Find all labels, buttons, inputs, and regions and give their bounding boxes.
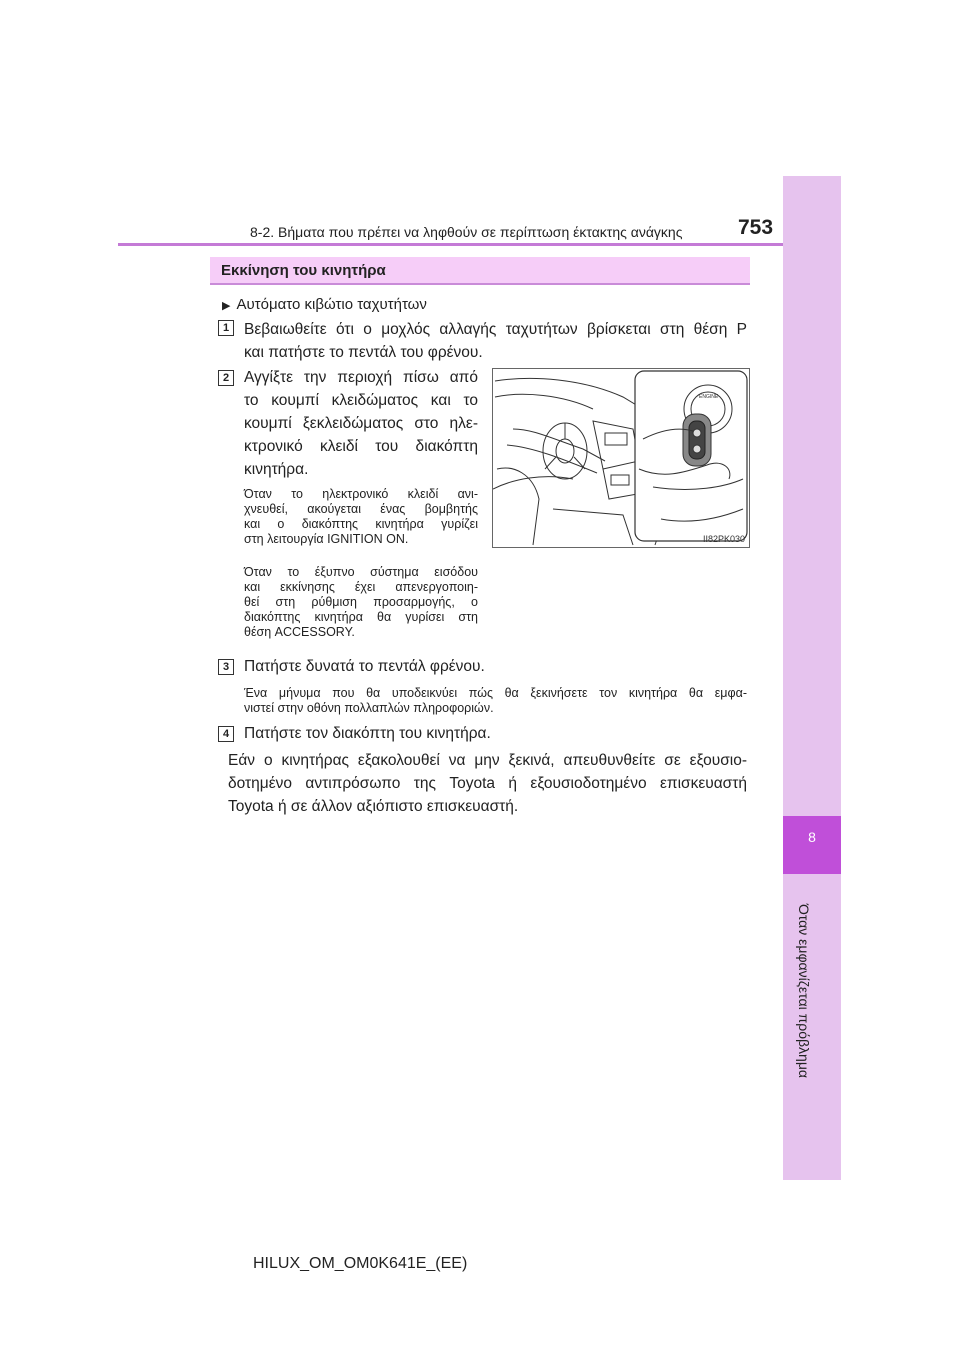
closing-paragraph: [228, 749, 747, 818]
figure-engine-label: ENGINE: [699, 394, 719, 400]
closing-line-2: δοτημένο αντιπρόσωπο της Toyota ή εξουσιοδοτημένο επισκευαστή: [228, 775, 747, 792]
step-number-4: 4: [218, 726, 234, 742]
step-number-1: 1: [218, 320, 234, 336]
step-3-note-line-2: νιστεί στην οθόνη πολλαπλών πληροφοριών.: [244, 701, 494, 715]
step-1-line-2: και πατήστε το πεντάλ του φρένου.: [244, 344, 483, 361]
header-title: 8-2. Βήματα που πρέπει να ληφθούν σε περίπτωση έκτακτης ανάγκης: [250, 224, 683, 240]
step-2-note-2: [244, 565, 478, 640]
step-3-text: Πατήστε δυνατά το πεντάλ φρένου.: [244, 658, 485, 675]
step-2-line-3: κουμπί ξεκλειδώματος στο ηλε-: [244, 415, 478, 432]
step-2-note-1-line-3: και ο διακόπτης κινητήρα γυρίζει: [244, 517, 478, 531]
page-number: 753: [738, 216, 774, 239]
step-2-note-2-line-2: και εκκίνησης έχει απενεργοποιη-: [244, 580, 478, 594]
header-rule: [118, 243, 783, 246]
closing-line-1: Εάν ο κινητήρας εξακολουθεί να μην ξεκινά, απευθυνθείτε σε εξουσιο-: [228, 752, 747, 769]
step-1-line-1: Βεβαιωθείτε ότι ο μοχλός αλλαγής ταχυτήτων βρίσκεται στη θέση P: [244, 321, 747, 338]
bullet-text: Αυτόματο κιβώτιο ταχυτήτων: [236, 296, 427, 313]
triangle-right-icon: ▶: [222, 300, 231, 312]
engine-start-illustration: [492, 368, 750, 548]
step-3-note: [244, 686, 747, 716]
step-number-2: 2: [218, 370, 234, 386]
section-title: Εκκίνηση του κινητήρα: [221, 262, 386, 279]
footer-doc-code: HILUX_OM_OM0K641E_(EE): [253, 1255, 468, 1272]
side-tab-top: [783, 176, 841, 816]
step-2-note-2-line-5: θέση ACCESSORY.: [244, 625, 355, 639]
step-2-line-1: Αγγίξτε την περιοχή πίσω από: [244, 369, 478, 386]
step-2-line-4: κτρονικό κλειδί του διακόπτη: [244, 438, 478, 455]
step-2-note-1: [244, 487, 478, 547]
step-2-text: [244, 366, 478, 481]
step-2-note-1-line-2: χνευθεί, ακούγεται ένας βομβητής: [244, 502, 478, 516]
step-2-note-1-line-4: στη λειτουργία IGNITION ON.: [244, 532, 409, 546]
step-4-text: Πατήστε τον διακόπτη του κινητήρα.: [244, 725, 491, 742]
step-number-3: 3: [218, 659, 234, 675]
step-2-note-2-line-4: διακόπτης κινητήρα θα γυρίσει στη: [244, 610, 478, 624]
chapter-number: 8: [808, 829, 816, 845]
step-2-line-5: κινητήρα.: [244, 461, 309, 478]
car-interior-drawing: [493, 369, 749, 547]
step-2-note-2-line-1: Όταν το έξυπνο σύστημα εισόδου: [244, 565, 478, 579]
step-2-line-2: το κουμπί κλειδώματος και το: [244, 392, 478, 409]
step-1-text: [244, 318, 747, 364]
step-2-note-2-line-3: θεί στη ρύθμιση προσαρμογής, ο: [244, 595, 478, 609]
figure-code: II82PK030: [702, 534, 745, 544]
step-3-note-line-1: Ένα μήνυμα που θα υποδεικνύει πώς θα ξεκινήσετε τον κινητήρα θα εμφα-: [244, 686, 747, 700]
bullet-item: [222, 296, 427, 313]
chapter-label: Όταν εμφανίζεται πρόβλημα: [796, 904, 812, 1078]
side-tab-chapter-marker: [783, 816, 841, 874]
step-2-note-1-line-1: Όταν το ηλεκτρονικό κλειδί ανι-: [244, 487, 478, 501]
closing-line-3: Toyota ή σε άλλον αξιόπιστο επισκευαστή.: [228, 798, 519, 815]
